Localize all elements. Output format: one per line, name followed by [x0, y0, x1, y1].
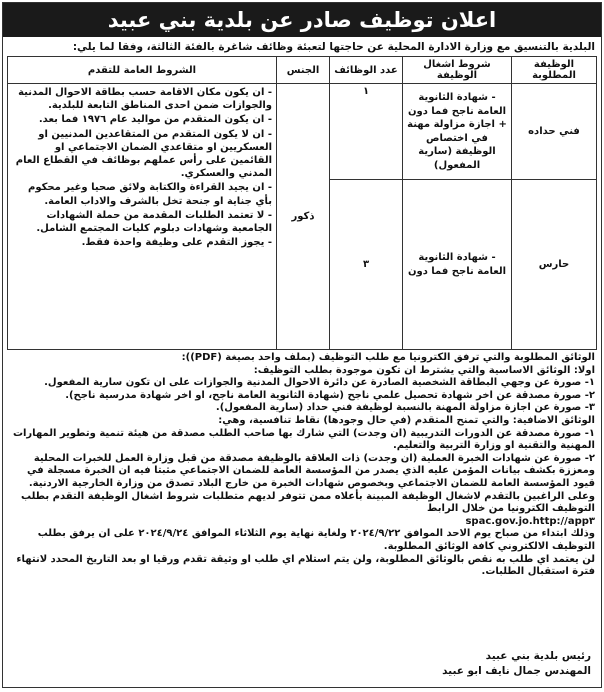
job-requirements: - شهادة الثانوية العامة ناجح فما دون + اجازة مزاولة مهنة في اختصاص الوظيفة (سارية المفعول): [403, 84, 512, 180]
apply-text: وعلى الراغبين بالتقدم لاشغال الوظيفة المبينة بأعلاه ممن تتوفر لديهم متطلبات شروط اشغال الوظيفة التقدم بطلب التوظيف الكترونيا من خلال الرابط: [21, 490, 595, 515]
condition-item: - ان يكون المتقدم من مواليد عام ١٩٧٦ فما بعد.: [38, 114, 272, 126]
announcement-title: اعلان توظيف صادر عن بلدية بني عبيد: [3, 3, 601, 37]
signature-block: [442, 649, 591, 679]
gender-cell: ذكور: [277, 84, 330, 350]
extra-doc-item: ٢- صورة عن شهادات الخبرة العملية (ان وجدت) ذات العلاقة بالوظيفة مصدقة من قبل وزارة العمل للخبرات المحلية ومعززة بكشف بيانات المؤمن عليه الذي يصدر من المؤسسة العامة للضمان الاجتماعي مثبتا فيه ان الخبرة مسجلة في قيود المؤسسة العامة للضمان الاجتماعي وبخصوص شهادات الخبرة من خارج البلاد تصدق من وزارة الخارجية الاردنية.: [27, 452, 595, 489]
notice-text: لن يعتمد اي طلب به نقص بالوثائق المطلوبة، ولن يتم استلام اي طلب او وثيقة تقدم ورقيا او بعد التاريخ المحدد لانتهاء فترة استقبال الطلبات.: [16, 553, 595, 578]
signatory-name: المهندس جمال نايف ابو عبيد: [442, 665, 591, 677]
intro-text: البلدية بالتنسيق مع وزارة الادارة المحلية عن حاجتها لتعبئة وظائف شاغرة بالفئة الثالثة، وفقا لما يلي:: [72, 41, 595, 53]
table-header-row: [8, 57, 597, 84]
basic-doc-item: ١- صورة عن وجهي البطاقة الشخصية الصادرة عن دائرة الاحوال المدنية والجوازات على ان تكون سارية المفعول.: [44, 377, 595, 389]
announcement-page: [2, 2, 602, 688]
application-link[interactable]: spac.gov.jo.http://app٣: [465, 515, 595, 527]
condition-item: - ان يكون مكان الاقامة حسب بطاقة الاحوال المدنية والجوازات ضمن احدى المناطق التابعة للبلدية.: [18, 87, 272, 112]
header-job: الوظيفة المطلوبة: [512, 57, 597, 84]
condition-item: - ان يجيد القراءة والكتابة ولائق صحيا وغير محكوم بأي جناية او جنحة تخل بالشرف والاداب العامة.: [28, 182, 272, 207]
announcement-body: [3, 350, 601, 579]
condition-item: - لا تعتمد الطلبات المقدمة من حملة الشهادات الجامعية وشهادات دبلوم كليات المجتمع الشامل.: [36, 209, 272, 235]
job-name: فني حداده: [512, 84, 597, 180]
table-row: [8, 84, 597, 180]
basic-doc-item: ٢- صورة مصدقة عن اخر شهادة تحصيل علمي ناجح (شهادة الثانوية العامة ناجح، او اخر شهادة مدرسية ناجح).: [65, 389, 595, 401]
signatory-title: رئيس بلدية بني عبيد: [485, 650, 591, 662]
period-text: وذلك ابتداء من صباح يوم الاحد الموافق ٢٠٢٤/٩/٢٢ ولغاية نهاية يوم الثلاثاء الموافق ٢٠٢٤/٩/٢٤ على ان يرفق بطلب التوظيف الالكتروني كافة الوثائق المطلوبة.: [37, 528, 595, 552]
basic-docs-heading: اولا: الوثائق الاساسية والتي يشترط ان تكون موجودة بطلب التوظيف:: [253, 364, 595, 376]
condition-item: - يجوز التقدم على وظيفة واحدة فقط.: [81, 237, 272, 249]
job-name: حارس: [512, 180, 597, 350]
basic-doc-item: ٣- صورة عن اجازة مزاولة المهنة بالنسبة لوظيفة فني حداد (سارية المفعول).: [215, 402, 595, 414]
docs-intro: الوثائق المطلوبة والتي ترفق الكترونيا مع طلب التوظيف (بملف واحد بصيغة (PDF)):: [181, 352, 595, 363]
job-count: ٣: [330, 180, 403, 350]
header-gender: الجنس: [277, 57, 330, 84]
extra-docs-heading: الوثائق الاضافية: والتي تمنح المتقدم (في حال وجودها) نقاط تنافسية، وهي:: [218, 414, 595, 426]
job-count: ١: [330, 84, 403, 180]
header-count: عدد الوظائف: [330, 57, 403, 84]
header-general-conditions: الشروط العامة للتقدم: [8, 57, 277, 84]
header-requirements: شروط اشغال الوظيفة: [403, 57, 512, 84]
job-requirements: - شهادة الثانوية العامة ناجح فما دون: [403, 180, 512, 350]
jobs-table: [7, 56, 597, 350]
general-conditions-cell: [8, 84, 277, 350]
condition-item: - ان لا يكون المتقدم من المتقاعدين المدنيين او العسكريين او متقاعدي الضمان الاجتماعي او القائمين على رأس عملهم بوظائف في القطاع العام المدني والعسكري.: [15, 128, 272, 180]
extra-doc-item: ١- صورة مصدقة عن الدورات التدريبية (ان وجدت) التي شارك بها صاحب الطلب مصدقة من هيئة تنمية وتطوير المهارات المهنية والتقنية او وزارة التربية والتعليم.: [12, 427, 595, 452]
